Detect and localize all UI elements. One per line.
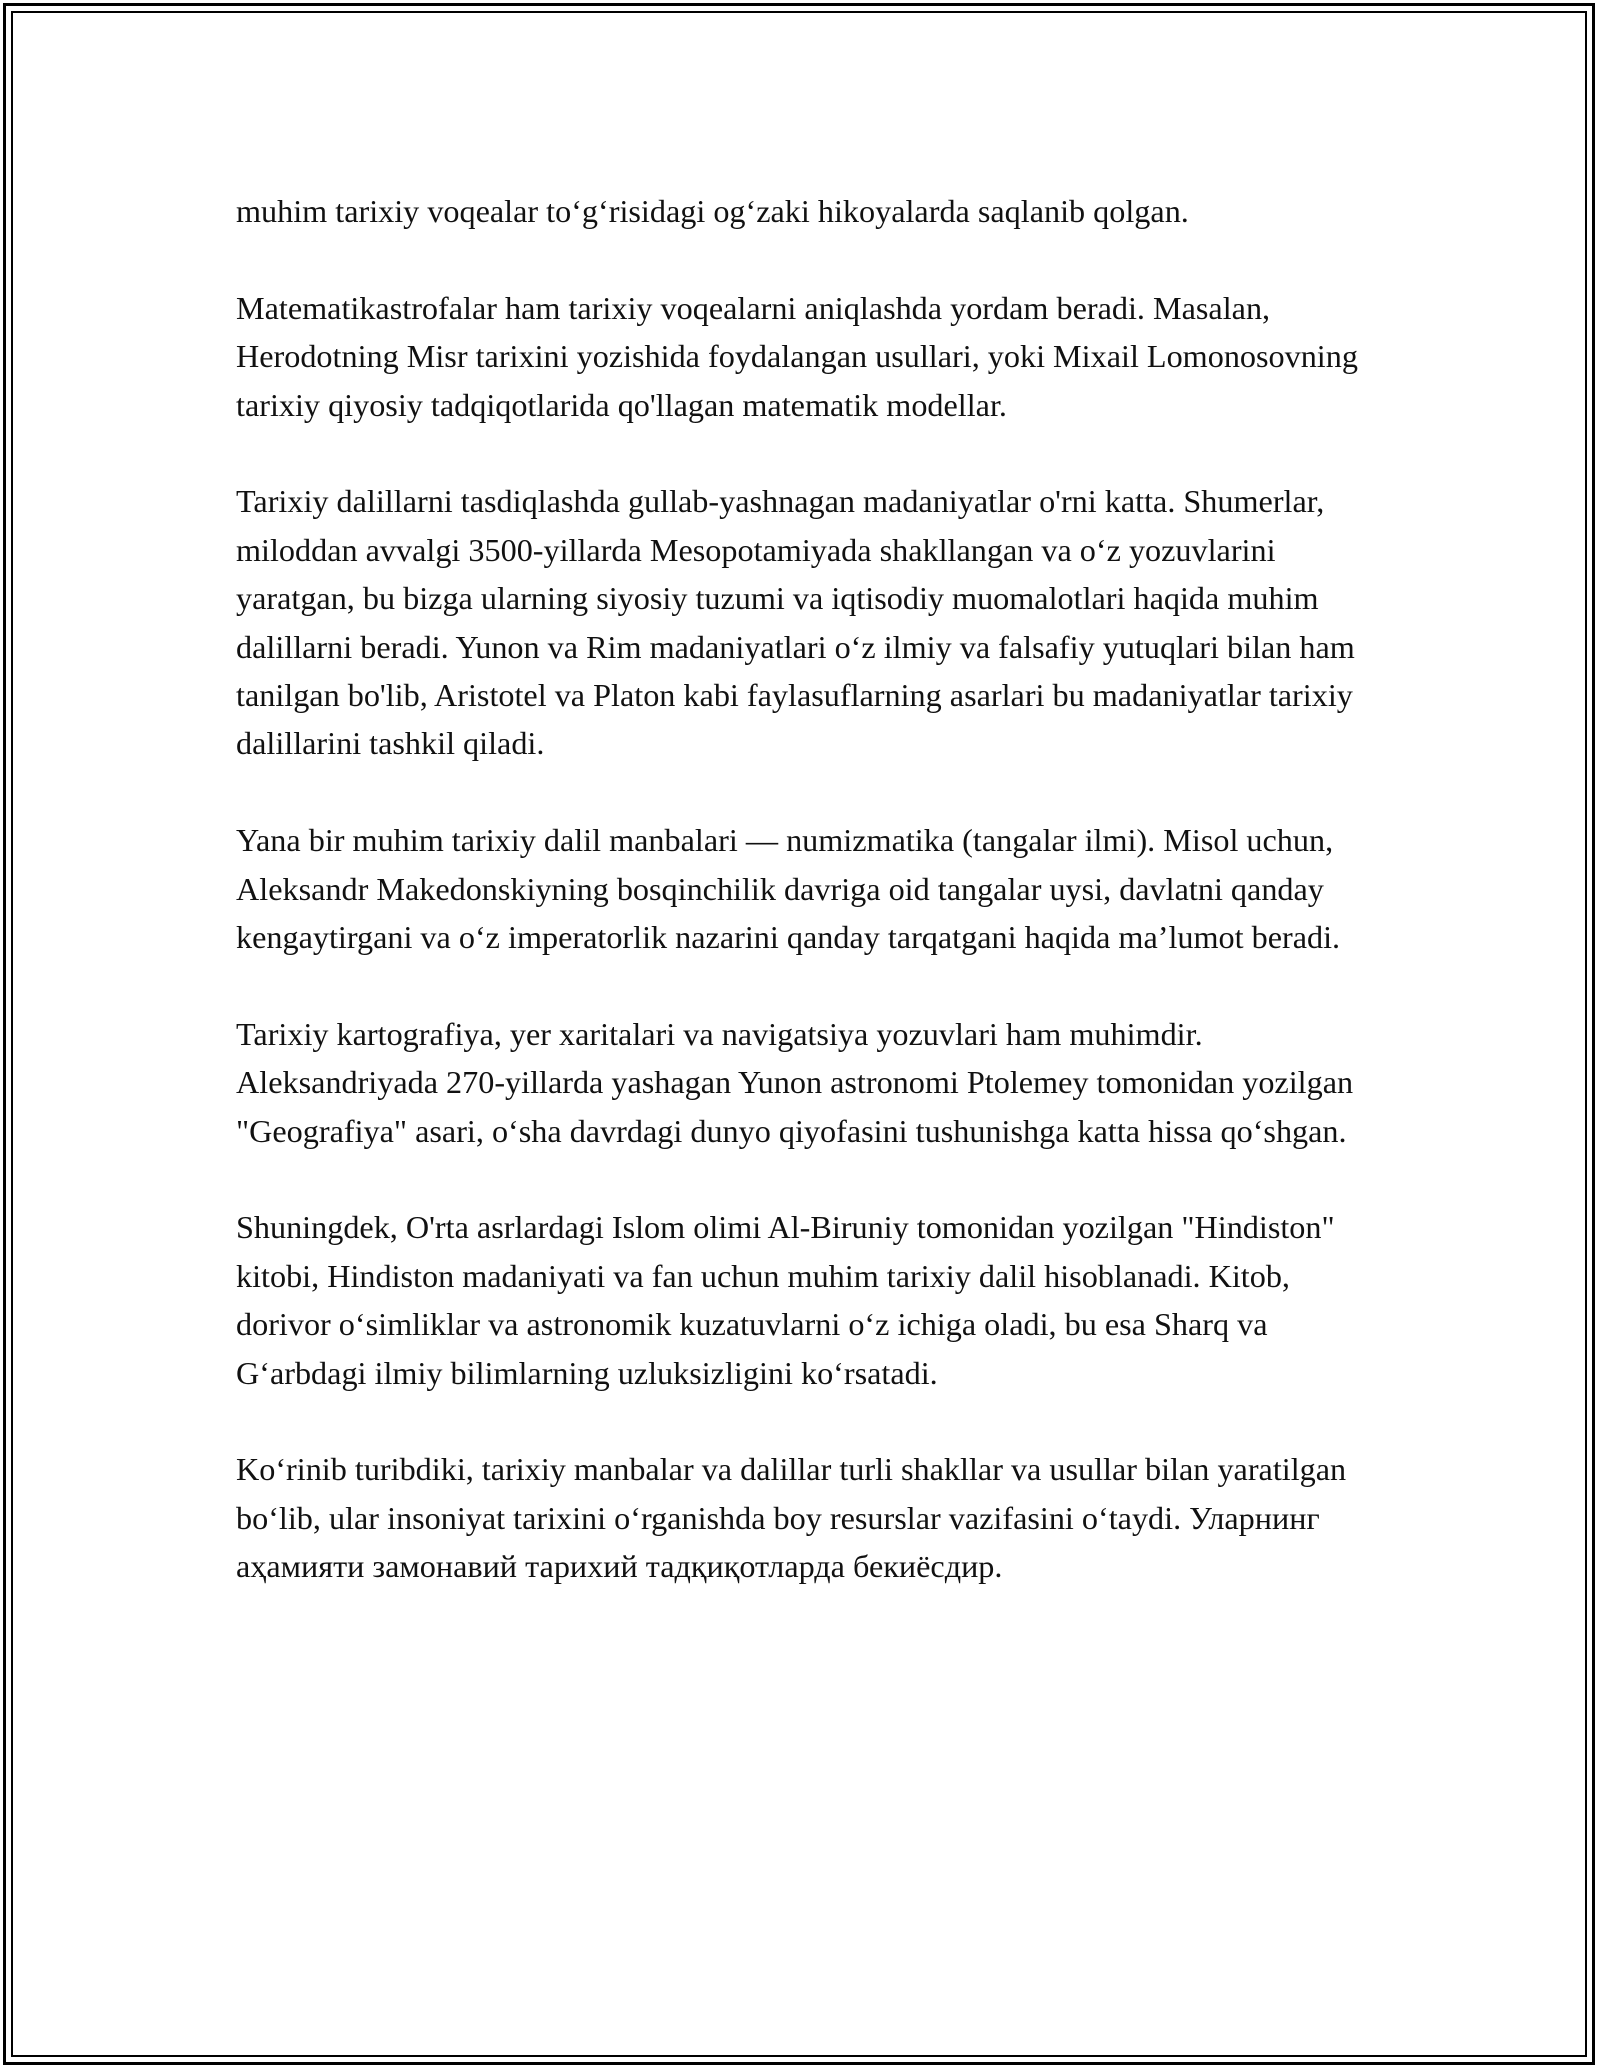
paragraph-oral-stories: muhim tarixiy voqealar to‘g‘risidagi og‘zaki hikoyalarda saqlanib qolgan. bbox=[236, 193, 1189, 229]
paragraph-mathematics: Matematikastrofalar ham tarixiy voqealarni aniqlashda yordam beradi. Masalan, Herodotning Misr tarixini yozishida foydalangan usullari, yoki Mixail Lomonosovning tarixiy qiyosiy tadqiqotlarida qo'llagan matematik modellar. bbox=[236, 289, 1358, 423]
paragraph-al-biruniy: Shuningdek, O'rta asrlardagi Islom olimi Al-Biruniy tomonidan yozilgan "Hindiston" kitobi, Hindiston madaniyati va fan uchun muhim tarixiy dalil hisoblanadi. Kitob, dorivor o‘simliklar va astronomik kuzatuvlarni o‘z ichiga oladi, bu esa Sharq va G‘arbdagi ilmiy bilimlarning uzluksizligini ko‘rsatadi. bbox=[236, 1209, 1335, 1391]
paragraph-conclusion: Ko‘rinib turibdiki, tarixiy manbalar va dalillar turli shakllar va usullar bilan yaratilgan bo‘lib, ular insoniyat tarixini o‘rganishda boy resurslar vazifasini o‘taydi. Уларнинг аҳамияти замонавий тарихий тадқиқотларда бекиёсдир. bbox=[236, 1451, 1347, 1585]
paragraph-cultures: Tarixiy dalillarni tasdiqlashda gullab-yashnagan madaniyatlar o'rni katta. Shumerlar, miloddan avvalgi 3500-yillarda Mesopotamiyada shakllangan va o‘z yozuvlarini yaratgan, bu bizga ularning siyosiy tuzumi va iqtisodiy muomalotlari haqida muhim dalillarni beradi. Yunon va Rim madaniyatlari o‘z ilmiy va falsafiy yutuqlari bilan ham tanilgan bo'lib, Aristotel va Platon kabi faylasuflarning asarlari bu madaniyatlar tarixiy dalillarini tashkil qiladi. bbox=[236, 483, 1355, 762]
document-body bbox=[236, 187, 1371, 1591]
paragraph-cartography: Tarixiy kartografiya, yer xaritalari va navigatsiya yozuvlari ham muhimdir. Aleksandriyada 270-yillarda yashagan Yunon astronomi Ptolemey tomonidan yozilgan "Geografiya" asari, o‘sha davrdagi dunyo qiyofasini tushunishga katta hissa qo‘shgan. bbox=[236, 1015, 1354, 1149]
paragraph-numismatics: Yana bir muhim tarixiy dalil manbalari — numizmatika (tangalar ilmi). Misol uchun, Aleksandr Makedonskiyning bosqinchilik davriga oid tangalar uysi, davlatni qanday kengaytirgani va o‘z imperatorlik nazarini qanday tarqatgani haqida ma’lumot beradi. bbox=[236, 822, 1341, 956]
